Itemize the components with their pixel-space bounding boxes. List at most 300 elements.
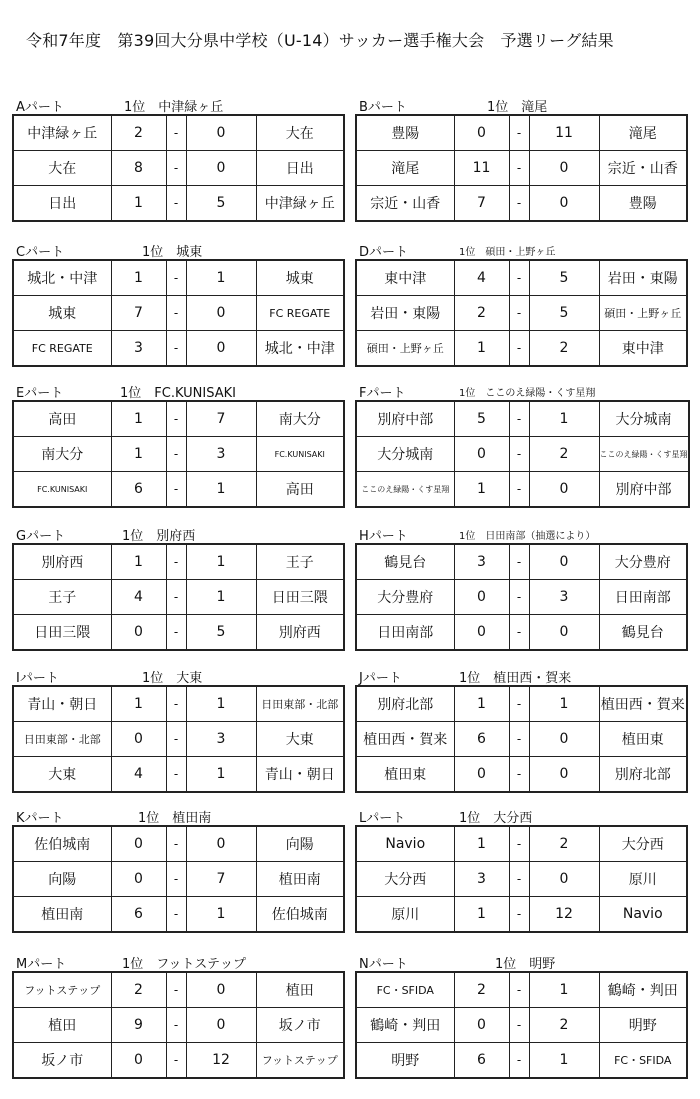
part-header: [355, 665, 695, 685]
score-separator-cell: -: [509, 722, 529, 757]
home-team-cell: 豊陽: [356, 115, 454, 151]
part-name: Hパート: [359, 529, 408, 544]
score-separator-cell: -: [166, 296, 186, 331]
away-score-cell: 1: [186, 544, 256, 580]
match-row: [13, 897, 344, 933]
home-score-cell: 0: [454, 580, 509, 615]
home-score-cell: 1: [454, 826, 509, 862]
part-header: [355, 523, 695, 543]
home-team-cell: 城東: [13, 296, 111, 331]
away-team-cell: 別府中部: [599, 472, 689, 508]
away-team-cell: 岩田・東陽: [599, 260, 687, 296]
score-separator-cell: -: [166, 615, 186, 651]
part-l: [355, 805, 695, 923]
score-separator-cell: -: [509, 186, 529, 222]
away-team-cell: 南大分: [256, 401, 344, 437]
away-score-cell: 0: [529, 186, 599, 222]
part-winner: 1位 明野: [495, 957, 556, 972]
home-score-cell: 4: [454, 260, 509, 296]
home-score-cell: 0: [111, 862, 166, 897]
home-team-cell: フットステップ: [13, 972, 111, 1008]
score-separator-cell: -: [509, 331, 529, 367]
part-header: [355, 805, 695, 825]
home-score-cell: 6: [454, 722, 509, 757]
away-team-cell: FC.KUNISAKI: [256, 437, 344, 472]
away-team-cell: 大分西: [599, 826, 687, 862]
home-score-cell: 1: [111, 686, 166, 722]
part-name: Lパート: [359, 811, 406, 826]
results-table: [355, 971, 688, 1079]
home-score-cell: 4: [111, 580, 166, 615]
away-score-cell: 0: [186, 151, 256, 186]
away-score-cell: 2: [529, 437, 599, 472]
part-winner: 1位 植田南: [138, 811, 212, 826]
home-team-cell: 別府北部: [356, 686, 454, 722]
part-winner: 1位 大東: [142, 671, 203, 686]
part-header: [12, 665, 352, 685]
away-team-cell: 大分豊府: [599, 544, 687, 580]
away-score-cell: 0: [529, 472, 599, 508]
part-g: [12, 523, 352, 641]
part-name: Eパート: [16, 386, 64, 401]
score-separator-cell: -: [166, 1008, 186, 1043]
score-separator-cell: -: [166, 401, 186, 437]
part-name: Mパート: [16, 957, 67, 972]
away-team-cell: 大東: [256, 722, 344, 757]
match-row: [13, 1043, 344, 1079]
home-score-cell: 0: [454, 115, 509, 151]
match-row: [356, 1008, 687, 1043]
part-m: [12, 951, 352, 1069]
home-score-cell: 1: [111, 544, 166, 580]
home-score-cell: 9: [111, 1008, 166, 1043]
results-table: [12, 685, 345, 793]
score-separator-cell: -: [509, 826, 529, 862]
part-name: Bパート: [359, 100, 407, 115]
results-table: [12, 825, 345, 933]
home-team-cell: 別府中部: [356, 401, 454, 437]
match-row: [13, 757, 344, 793]
match-row: [356, 260, 687, 296]
away-score-cell: 0: [529, 862, 599, 897]
results-table: [355, 543, 688, 651]
away-team-cell: 大在: [256, 115, 344, 151]
home-score-cell: 2: [111, 972, 166, 1008]
score-separator-cell: -: [166, 757, 186, 793]
away-team-cell: 植田: [256, 972, 344, 1008]
score-separator-cell: -: [509, 296, 529, 331]
home-team-cell: 原川: [356, 897, 454, 933]
home-score-cell: 0: [454, 757, 509, 793]
away-score-cell: 3: [186, 722, 256, 757]
results-table: [12, 971, 345, 1079]
home-score-cell: 2: [454, 972, 509, 1008]
score-separator-cell: -: [509, 686, 529, 722]
away-score-cell: 0: [186, 826, 256, 862]
score-separator-cell: -: [166, 472, 186, 508]
home-score-cell: 3: [454, 862, 509, 897]
part-header: [355, 94, 695, 114]
part-name: Jパート: [359, 671, 402, 686]
home-team-cell: 大分豊府: [356, 580, 454, 615]
match-row: [356, 972, 687, 1008]
match-row: [356, 686, 687, 722]
home-score-cell: 6: [111, 897, 166, 933]
score-separator-cell: -: [166, 580, 186, 615]
away-score-cell: 5: [186, 186, 256, 222]
away-score-cell: 5: [529, 260, 599, 296]
score-separator-cell: -: [509, 401, 529, 437]
away-team-cell: 鶴見台: [599, 615, 687, 651]
score-separator-cell: -: [166, 115, 186, 151]
away-team-cell: Navio: [599, 897, 687, 933]
home-score-cell: 0: [111, 615, 166, 651]
score-separator-cell: -: [166, 897, 186, 933]
home-team-cell: 城北・中津: [13, 260, 111, 296]
results-table: [12, 259, 345, 367]
home-team-cell: 日田三隈: [13, 615, 111, 651]
home-score-cell: 2: [454, 296, 509, 331]
home-score-cell: 2: [111, 115, 166, 151]
home-team-cell: 日田南部: [356, 615, 454, 651]
score-separator-cell: -: [166, 544, 186, 580]
match-row: [13, 401, 344, 437]
away-team-cell: 宗近・山香: [599, 151, 687, 186]
score-separator-cell: -: [509, 757, 529, 793]
away-team-cell: 鶴崎・判田: [599, 972, 687, 1008]
home-score-cell: 5: [454, 401, 509, 437]
home-team-cell: 中津緑ヶ丘: [13, 115, 111, 151]
home-score-cell: 1: [454, 686, 509, 722]
away-team-cell: 城北・中津: [256, 331, 344, 367]
away-team-cell: 日田三隈: [256, 580, 344, 615]
score-separator-cell: -: [509, 115, 529, 151]
score-separator-cell: -: [166, 260, 186, 296]
home-score-cell: 1: [454, 472, 509, 508]
away-team-cell: 日田東部・北部: [256, 686, 344, 722]
part-winner: 1位 フットステップ: [122, 957, 246, 972]
match-row: [356, 115, 687, 151]
away-team-cell: 明野: [599, 1008, 687, 1043]
score-separator-cell: -: [509, 472, 529, 508]
away-team-cell: 日出: [256, 151, 344, 186]
away-team-cell: 植田東: [599, 722, 687, 757]
match-row: [13, 862, 344, 897]
match-row: [356, 331, 687, 367]
away-score-cell: 1: [529, 972, 599, 1008]
page-title: 令和7年度 第39回大分県中学校（U-14）サッカー選手権大会 予選リーグ結果: [26, 31, 614, 50]
home-score-cell: 1: [111, 401, 166, 437]
part-header: [355, 239, 695, 259]
away-score-cell: 12: [529, 897, 599, 933]
match-row: [13, 826, 344, 862]
results-table: [355, 400, 690, 508]
part-winner: 1位 ここのえ緑陽・くす星翔: [459, 388, 596, 399]
part-header: [12, 951, 352, 971]
away-team-cell: 碩田・上野ヶ丘: [599, 296, 687, 331]
home-score-cell: 1: [111, 437, 166, 472]
home-score-cell: 6: [454, 1043, 509, 1079]
results-table: [12, 543, 345, 651]
home-team-cell: 佐伯城南: [13, 826, 111, 862]
home-team-cell: FC.KUNISAKI: [13, 472, 111, 508]
match-row: [13, 1008, 344, 1043]
part-a: [12, 94, 352, 212]
match-row: [13, 437, 344, 472]
away-team-cell: 東中津: [599, 331, 687, 367]
score-separator-cell: -: [166, 151, 186, 186]
home-team-cell: 向陽: [13, 862, 111, 897]
score-separator-cell: -: [166, 1043, 186, 1079]
away-score-cell: 11: [529, 115, 599, 151]
home-team-cell: 大分西: [356, 862, 454, 897]
home-team-cell: 別府西: [13, 544, 111, 580]
home-score-cell: 0: [454, 437, 509, 472]
home-team-cell: 南大分: [13, 437, 111, 472]
away-score-cell: 0: [186, 331, 256, 367]
home-score-cell: 7: [454, 186, 509, 222]
home-team-cell: 植田東: [356, 757, 454, 793]
away-score-cell: 0: [529, 544, 599, 580]
match-row: [356, 151, 687, 186]
away-score-cell: 0: [529, 722, 599, 757]
part-b: [355, 94, 695, 212]
part-header: [12, 239, 352, 259]
away-team-cell: フットステップ: [256, 1043, 344, 1079]
home-team-cell: 日田東部・北部: [13, 722, 111, 757]
away-team-cell: 坂ノ市: [256, 1008, 344, 1043]
match-row: [356, 862, 687, 897]
part-header: [12, 805, 352, 825]
score-separator-cell: -: [166, 972, 186, 1008]
away-score-cell: 1: [186, 580, 256, 615]
results-table: [355, 259, 688, 367]
home-team-cell: 鶴見台: [356, 544, 454, 580]
away-score-cell: 5: [186, 615, 256, 651]
part-name: Iパート: [16, 671, 59, 686]
part-name: Fパート: [359, 386, 406, 401]
score-separator-cell: -: [166, 686, 186, 722]
score-separator-cell: -: [509, 1043, 529, 1079]
match-row: [13, 186, 344, 222]
away-score-cell: 1: [186, 686, 256, 722]
match-row: [13, 580, 344, 615]
home-team-cell: 明野: [356, 1043, 454, 1079]
away-team-cell: 植田南: [256, 862, 344, 897]
part-j: [355, 665, 695, 783]
home-team-cell: 王子: [13, 580, 111, 615]
away-score-cell: 1: [186, 472, 256, 508]
home-team-cell: 植田: [13, 1008, 111, 1043]
away-score-cell: 7: [186, 401, 256, 437]
home-team-cell: 東中津: [356, 260, 454, 296]
away-team-cell: 別府西: [256, 615, 344, 651]
score-separator-cell: -: [509, 897, 529, 933]
match-row: [13, 260, 344, 296]
results-table: [12, 114, 345, 222]
part-i: [12, 665, 352, 783]
home-team-cell: 宗近・山香: [356, 186, 454, 222]
away-team-cell: 中津緑ヶ丘: [256, 186, 344, 222]
results-table: [12, 400, 345, 508]
away-score-cell: 5: [529, 296, 599, 331]
part-header: [12, 523, 352, 543]
home-team-cell: 日出: [13, 186, 111, 222]
score-separator-cell: -: [166, 331, 186, 367]
away-score-cell: 2: [529, 331, 599, 367]
part-winner: 1位 植田西・賀来: [459, 671, 572, 686]
home-score-cell: 1: [111, 186, 166, 222]
part-winner: 1位 碩田・上野ヶ丘: [459, 247, 556, 258]
home-score-cell: 8: [111, 151, 166, 186]
score-separator-cell: -: [509, 544, 529, 580]
home-score-cell: 0: [454, 615, 509, 651]
away-team-cell: FC REGATE: [256, 296, 344, 331]
match-row: [356, 437, 689, 472]
away-score-cell: 1: [529, 1043, 599, 1079]
away-score-cell: 0: [529, 151, 599, 186]
part-k: [12, 805, 352, 923]
away-score-cell: 3: [529, 580, 599, 615]
match-row: [356, 186, 687, 222]
part-c: [12, 239, 352, 357]
score-separator-cell: -: [509, 580, 529, 615]
away-score-cell: 0: [186, 115, 256, 151]
results-table: [355, 825, 688, 933]
away-team-cell: 原川: [599, 862, 687, 897]
home-team-cell: 碩田・上野ヶ丘: [356, 331, 454, 367]
match-row: [13, 151, 344, 186]
part-name: Nパート: [359, 957, 408, 972]
match-row: [13, 544, 344, 580]
away-score-cell: 0: [186, 972, 256, 1008]
part-h: [355, 523, 695, 641]
part-winner: 1位 城東: [142, 245, 203, 260]
away-team-cell: 高田: [256, 472, 344, 508]
away-score-cell: 12: [186, 1043, 256, 1079]
away-team-cell: 向陽: [256, 826, 344, 862]
home-score-cell: 3: [111, 331, 166, 367]
away-score-cell: 2: [529, 1008, 599, 1043]
part-name: Aパート: [16, 100, 64, 115]
part-header: [12, 94, 352, 114]
away-score-cell: 7: [186, 862, 256, 897]
away-team-cell: 城東: [256, 260, 344, 296]
away-team-cell: FC・SFIDA: [599, 1043, 687, 1079]
away-score-cell: 0: [186, 296, 256, 331]
score-separator-cell: -: [509, 151, 529, 186]
home-score-cell: 3: [454, 544, 509, 580]
away-team-cell: 植田西・賀来: [599, 686, 687, 722]
match-row: [356, 757, 687, 793]
home-team-cell: 滝尾: [356, 151, 454, 186]
part-n: [355, 951, 695, 1069]
match-row: [13, 615, 344, 651]
away-team-cell: 滝尾: [599, 115, 687, 151]
home-score-cell: 7: [111, 296, 166, 331]
away-team-cell: ここのえ緑陽・くす星翔: [599, 437, 689, 472]
home-team-cell: ここのえ緑陽・くす星翔: [356, 472, 454, 508]
match-row: [356, 544, 687, 580]
home-team-cell: 植田西・賀来: [356, 722, 454, 757]
results-table: [355, 685, 688, 793]
home-score-cell: 6: [111, 472, 166, 508]
home-score-cell: 1: [454, 897, 509, 933]
away-score-cell: 1: [529, 401, 599, 437]
score-separator-cell: -: [509, 437, 529, 472]
score-separator-cell: -: [166, 437, 186, 472]
away-score-cell: 1: [529, 686, 599, 722]
match-row: [356, 580, 687, 615]
match-row: [356, 722, 687, 757]
away-score-cell: 0: [529, 757, 599, 793]
match-row: [356, 826, 687, 862]
part-header: [355, 380, 695, 400]
away-score-cell: 0: [529, 615, 599, 651]
part-name: Dパート: [359, 245, 409, 260]
match-row: [356, 1043, 687, 1079]
away-team-cell: 別府北部: [599, 757, 687, 793]
away-team-cell: 佐伯城南: [256, 897, 344, 933]
part-name: Kパート: [16, 811, 64, 826]
home-score-cell: 11: [454, 151, 509, 186]
away-score-cell: 2: [529, 826, 599, 862]
part-e: [12, 380, 352, 498]
match-row: [356, 401, 689, 437]
results-table: [355, 114, 688, 222]
home-team-cell: 坂ノ市: [13, 1043, 111, 1079]
away-team-cell: 大分城南: [599, 401, 689, 437]
match-row: [13, 972, 344, 1008]
part-winner: 1位 中津緑ヶ丘: [124, 100, 224, 115]
home-team-cell: 鶴崎・判田: [356, 1008, 454, 1043]
away-score-cell: 1: [186, 757, 256, 793]
home-score-cell: 4: [111, 757, 166, 793]
match-row: [356, 615, 687, 651]
home-team-cell: 岩田・東陽: [356, 296, 454, 331]
part-name: Gパート: [16, 529, 66, 544]
match-row: [356, 897, 687, 933]
home-team-cell: 大分城南: [356, 437, 454, 472]
part-winner: 1位 FC.KUNISAKI: [120, 386, 236, 401]
away-team-cell: 豊陽: [599, 186, 687, 222]
score-separator-cell: -: [166, 826, 186, 862]
match-row: [13, 296, 344, 331]
score-separator-cell: -: [166, 186, 186, 222]
away-team-cell: 日田南部: [599, 580, 687, 615]
home-score-cell: 1: [454, 331, 509, 367]
score-separator-cell: -: [509, 862, 529, 897]
match-row: [356, 472, 689, 508]
home-score-cell: 0: [111, 722, 166, 757]
part-header: [12, 380, 352, 400]
home-score-cell: 0: [454, 1008, 509, 1043]
home-team-cell: 高田: [13, 401, 111, 437]
match-row: [13, 686, 344, 722]
score-separator-cell: -: [166, 722, 186, 757]
home-team-cell: FC REGATE: [13, 331, 111, 367]
match-row: [13, 722, 344, 757]
away-team-cell: 青山・朝日: [256, 757, 344, 793]
home-team-cell: Navio: [356, 826, 454, 862]
match-row: [13, 115, 344, 151]
home-team-cell: 植田南: [13, 897, 111, 933]
part-winner: 1位 別府西: [122, 529, 196, 544]
match-row: [356, 296, 687, 331]
score-separator-cell: -: [509, 260, 529, 296]
home-team-cell: 大東: [13, 757, 111, 793]
part-name: Cパート: [16, 245, 65, 260]
